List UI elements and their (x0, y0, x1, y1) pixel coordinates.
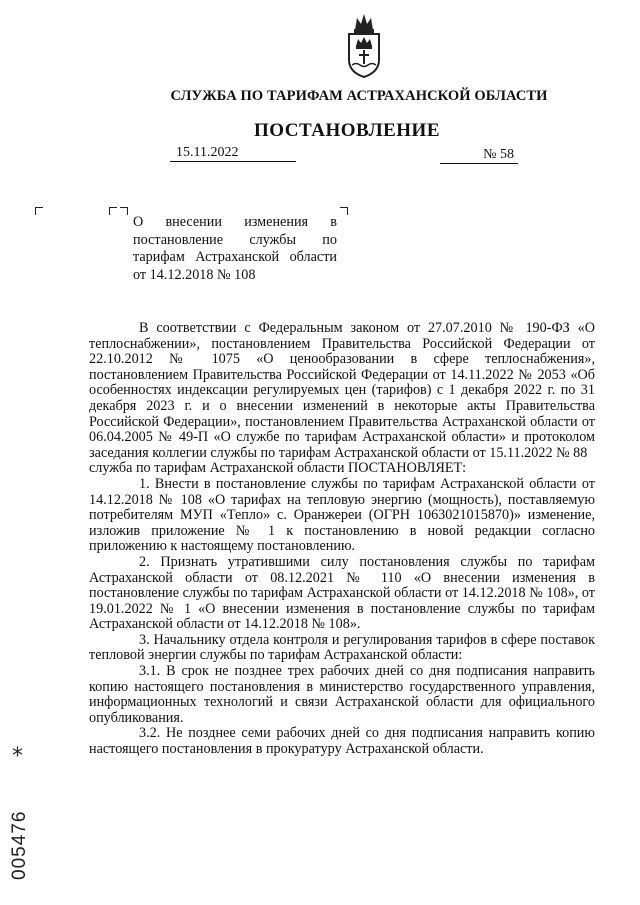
astrakhan-coat-of-arms-icon (343, 10, 385, 80)
item-3-2-paragraph: 3.2. Не позднее семи рабочих дней со дня подписания направить копию настоящего постановления в прокуратуру Астраханской области. (89, 725, 595, 758)
corner-mark (35, 207, 43, 215)
document-type-title: ПОСТАНОВЛЕНИЕ (253, 120, 441, 141)
item-1-paragraph: 1. Внести в постановление службы по тарифам Астраханской области от 14.12.2018 № 108 «О тарифах на тепловую энергию (мощность), поставляемую потребителям МУП «Тепло» с. Оранжереи (ОГРН 1063021015870)» изменение, изложив приложение № 1 к постановлению в новой редакции согласно приложению к настоящему постановлению. (89, 475, 595, 555)
registration-stamp (2, 690, 52, 880)
document-subject: О внесении изменения в постановление службы по тарифам Астраханской области от 14.12.2018 № 108 (133, 214, 337, 283)
preamble-paragraph: В соответствии с Федеральным законом от 27.07.2010 № 190-ФЗ «О теплоснабжении», постановлением Правительства Российской Федерации от 22.10.2012 № 1075 «О ценообразовании в сфере теплоснабжения», постановлением Правительства Российской Федерации от 14.11.2022 № 2053 «Об особенностях индексации регулируемых цен (тарифов) с 1 декабря 2022 г. по 31 декабря 2023 г. и о внесении изменений в некоторые акты Правительства Российской Федерации», постановлением Правительства Астраханской области от 06.04.2005 № 49-П «О службе по тарифам Астраханской области» и протоколом заседания коллегии службы по тарифам Астраханской области от 15.11.2022 № 88 (89, 320, 595, 461)
document-body (89, 321, 595, 758)
item-3-1-paragraph: 3.1. В срок не позднее трех рабочих дней со дня подписания направить копию настоящего постановления в министерство государственного управления, информационных технологий и связи Астраханской области для официального опубликования. (89, 663, 595, 726)
corner-mark (120, 207, 128, 215)
coat-of-arms-emblem (343, 10, 385, 80)
corner-mark (109, 207, 117, 215)
organization-name: СЛУЖБА ПО ТАРИФАМ АСТРАХАНСКОЙ ОБЛАСТИ (170, 88, 548, 104)
item-3-paragraph: 3. Начальнику отдела контроля и регулирования тарифов в сфере поставок тепловой энергии службы по тарифам Астраханской области: (89, 631, 595, 664)
item-2-paragraph: 2. Признать утратившими силу постановления службы по тарифам Астраханской области от 08.12.2021 № 110 «О внесении изменения в постановление службы по тарифам Астраханской области от 14.12.2018 № 108», от 19.01.2022 № 1 «О внесении изменения в постановление службы по тарифам Астраханской области от 14.12.2018 № 108». (89, 553, 595, 633)
document-date: 15.11.2022 (170, 145, 296, 162)
stamp-number: 005476 (9, 810, 30, 880)
corner-mark (340, 207, 348, 215)
document-number: № 58 (440, 147, 518, 164)
stamp-asterisk: * (12, 744, 23, 769)
resolves-line: служба по тарифам Астраханской области ПОСТАНОВЛЯЕТ: (89, 460, 467, 477)
